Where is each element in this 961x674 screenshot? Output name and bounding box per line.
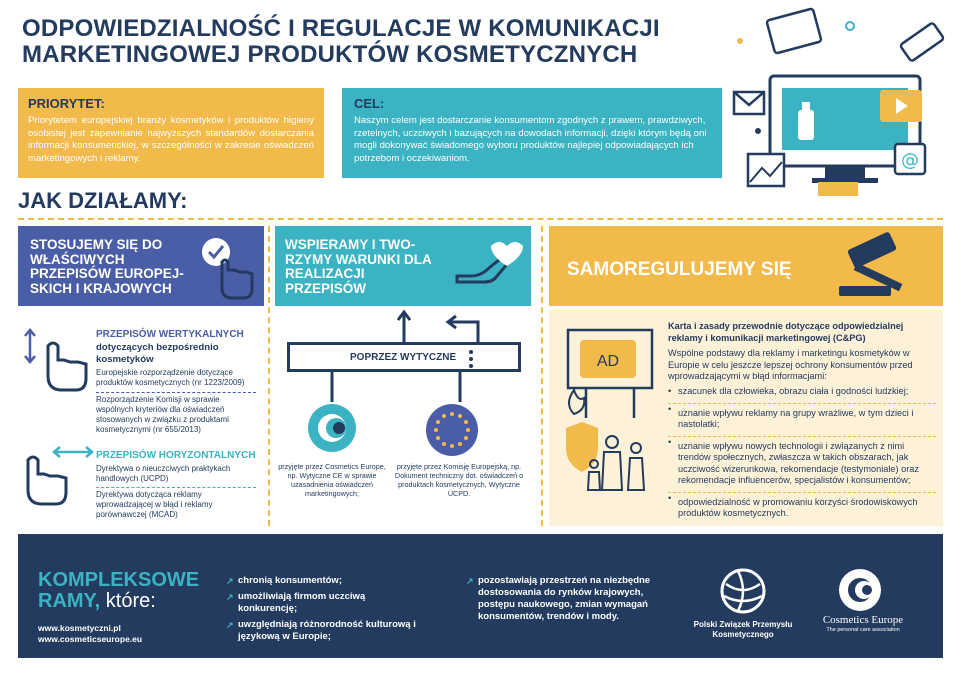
vertical-item-1: Europejskie rozporządzenie dotyczące produktów kosmetycznych (nr 1223/2009) xyxy=(96,368,245,387)
charter-item: • odpowiedzialność w promowaniu korzyści środowiskowych produktów kosmetycznych. xyxy=(668,492,936,520)
section-title: JAK DZIAŁAMY: xyxy=(18,188,188,213)
footer-list-item: ↗ pozostawiają przestrzeń na niezbędne dostosowania do rynków krajowych, postępu naukowego, zmian wymagań konsumentów, trendów i mody. xyxy=(466,575,666,623)
col2-heading: WSPIERAMY I TWO-RZYMY WARUNKI DLA REALIZACJI PRZEPISÓW xyxy=(285,237,432,296)
charter-item: • szacunek dla człowieka, obrazu ciała i godności ludzkiej; xyxy=(668,386,936,398)
footer-title-bold: RAMY, xyxy=(38,590,101,612)
footer-list-a xyxy=(226,575,426,647)
footer-list-item: ↗ uwzględniają różnorodność kulturową i językową w Europie; xyxy=(226,619,426,643)
guidelines-box xyxy=(287,342,521,372)
goal-box xyxy=(342,88,722,178)
horizontal-item-2: Dyrektywa dotycząca reklamy wprowadzającej w błąd i reklamy porównawczej (MCAD) xyxy=(96,487,256,520)
charter-list xyxy=(668,386,936,525)
cosmetics-europe-logo-icon xyxy=(306,402,358,454)
url-kosmetyczni-link[interactable]: www.kosmetyczni.pl xyxy=(38,623,121,633)
ce-guidelines-caption: przyjęte przez Cosmetics Europe, np. Wytyczne CE w sprawie uzasadnienia oświadczeń marketingowych; xyxy=(278,462,386,498)
horizontal-item-1: Dyrektywa o nieuczciwych praktykach handlowych (UCPD) xyxy=(96,464,231,483)
title-line-2: MARKETINGOWEJ PRODUKTÓW KOSMETYCZNYCH xyxy=(22,41,638,68)
col1-header xyxy=(18,226,264,306)
col3-heading: SAMOREGULUJEMY SIĘ xyxy=(567,259,792,280)
pzpk-name: Polski Związek Przemysłu Kosmetycznego xyxy=(693,620,793,639)
col1-heading: STOSUJEMY SIĘ DO WŁAŚCIWYCH PRZEPISÓW EUROPEJ-SKICH I KRAJOWYCH xyxy=(30,237,184,296)
cosmetics-europe-name: Cosmetics Europe xyxy=(822,614,904,626)
vertical-item-2: Rozporządzenie Komisji w sprawie wspólnych kryteriów dla oświadczeń stosowanych w związku z produktami kosmetycznymi (nr 655/2013) xyxy=(96,392,256,435)
pzpk-logo-icon xyxy=(718,566,768,616)
footer-list-item: ↗ umożliwiają firmom uczciwą konkurencję; xyxy=(226,591,426,615)
vertical-heading: PRZEPISÓW WERTYKALNYCH xyxy=(96,329,244,340)
footer-list-b xyxy=(466,575,666,627)
gavel-icon xyxy=(829,232,939,304)
more-dots-icon xyxy=(466,349,476,369)
col2-header xyxy=(275,226,531,306)
ad-label: AD xyxy=(596,353,620,370)
url-cosmeticseurope-link[interactable]: www.cosmeticseurope.eu xyxy=(38,634,143,644)
svg-text:@: @ xyxy=(901,150,919,171)
col3-header xyxy=(549,226,943,306)
eu-flag-icon xyxy=(424,402,480,458)
page-title xyxy=(22,16,722,68)
horizontal-hand-icon xyxy=(20,442,96,512)
goal-text: Naszym celem jest dostarczanie konsumentom zgodnych z prawem, prawdziwych, rzetelnych, uczciwych i bazujących na dowodach informacji, dzięki którym będą oni mogli dokonywać świadomego wyboru produktów najlepiej odpowiadających ich potrzebom i oczekiwaniom. xyxy=(354,115,707,164)
charter-item: • uznanie wpływu nowych technologii i związanych z nimi trendów społecznych, zwłaszcza w takich obszarach, jak uczciwość wizerunkowa, rekomendacje (testymoniale) oraz rekomendacje influencerów, specjalistów i konsumentów; xyxy=(668,436,936,487)
cosmetics-europe-tagline: The personal care association xyxy=(826,627,900,633)
goal-heading: CEL: xyxy=(354,96,385,111)
cosmetics-europe-logo-icon xyxy=(836,566,884,614)
hand-check-icon xyxy=(188,232,258,302)
digital-marketing-illustration xyxy=(730,6,945,206)
horizontal-heading: PRZEPISÓW HORYZONTALNYCH xyxy=(96,450,256,461)
footer-list-item: ↗ chronią konsumentów; xyxy=(226,575,426,587)
footer-title-light: które: xyxy=(100,590,156,612)
charter-intro: Wspólne podstawy dla reklamy i marketingu kosmetyków w Europie w celu jeszcze lepszej ochrony konsumentów przed wprowadzającymi w błąd informacjami: xyxy=(668,348,913,381)
footer-title xyxy=(38,570,199,612)
charter-item: • uznanie wpływu reklamy na grupy wrażliwe, w tym dzieci i nastolatki; xyxy=(668,403,936,431)
helping-hand-icon xyxy=(447,236,527,296)
ec-guidelines-caption: przyjęte przez Komisję Europejską, np. Dokument techniczny dot. oświadczeń o produktach kosmetycznych, Wytyczne UCPD. xyxy=(394,462,524,498)
vertical-hand-icon xyxy=(20,326,90,396)
priority-heading: PRIORYTET: xyxy=(28,96,105,111)
column-divider-1 xyxy=(268,226,270,526)
vertical-subheading: dotyczących bezpośrednio kosmetyków xyxy=(96,342,219,365)
title-line-1: ODPOWIEDZIALNOŚĆ I REGULACJE W KOMUNIKACJI xyxy=(22,15,660,42)
priority-box xyxy=(18,88,324,178)
charter-title: Karta i zasady przewodnie dotyczące odpowiedzialnej reklamy i komunikacji marketingowej (C&PG) xyxy=(668,321,904,343)
column-divider-2 xyxy=(541,226,543,526)
footer-title-line-1: KOMPLEKSOWE xyxy=(38,569,200,591)
priority-text: Priorytetem europejskiej branży kosmetyków i produktów higieny osobistej jest zapewnianie najwyższych standardów dostarczania informacji konsumenckiej, w szczególności w zakresie oświadczeń marketingowych i reklamy. xyxy=(28,115,314,164)
billboard-family-illustration xyxy=(556,318,660,518)
section-divider xyxy=(18,218,943,220)
guidelines-label: POPRZEZ WYTYCZNE xyxy=(350,352,457,363)
